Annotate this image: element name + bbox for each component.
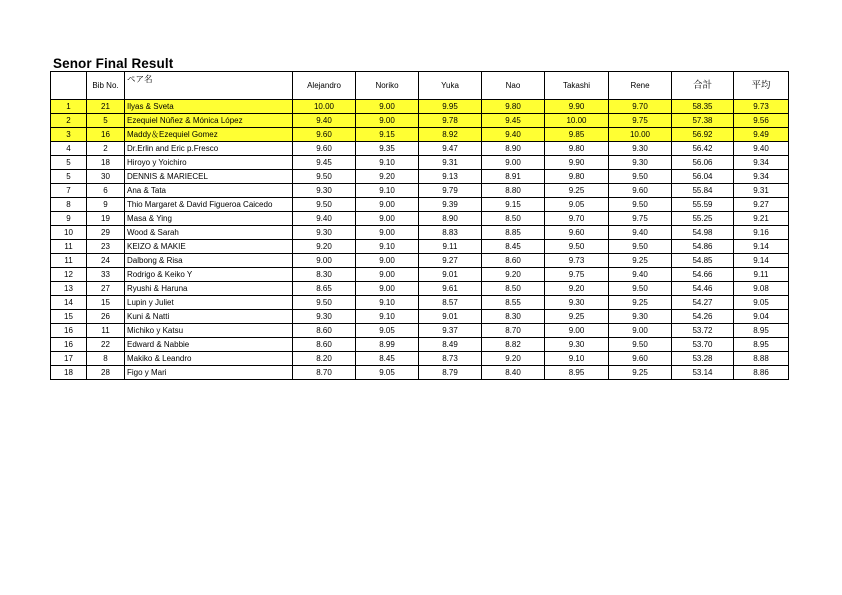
judge-header: Alejandro: [293, 72, 356, 100]
score-cell: 9.01: [419, 268, 482, 282]
pair-name-cell: Ilyas & Sveta: [125, 100, 293, 114]
score-cell: 8.55: [482, 296, 545, 310]
score-cell: 9.20: [482, 352, 545, 366]
bib-cell: 21: [87, 100, 125, 114]
score-cell: 9.13: [419, 170, 482, 184]
score-cell: 8.73: [419, 352, 482, 366]
score-cell: 9.50: [609, 198, 672, 212]
rank-cell: 9: [51, 212, 87, 226]
table-row: [51, 226, 789, 240]
score-cell: 9.10: [356, 156, 419, 170]
rank-cell: 12: [51, 268, 87, 282]
table-row: [51, 198, 789, 212]
score-cell: 9.70: [609, 100, 672, 114]
score-cell: 9.60: [609, 184, 672, 198]
rank-cell: 2: [51, 114, 87, 128]
pair-name-cell: Dr.Erlin and Eric p.Fresco: [125, 142, 293, 156]
average-cell: 9.56: [734, 114, 789, 128]
score-cell: 8.80: [482, 184, 545, 198]
table-row: [51, 310, 789, 324]
score-cell: 8.45: [482, 240, 545, 254]
average-cell: 9.11: [734, 268, 789, 282]
total-cell: 55.59: [672, 198, 734, 212]
table-row: [51, 352, 789, 366]
score-cell: 9.00: [356, 212, 419, 226]
score-cell: 9.27: [419, 254, 482, 268]
pair-name-cell: Figo y Mari: [125, 366, 293, 380]
pair-name-header: ペア名: [125, 72, 293, 100]
score-cell: 9.80: [545, 142, 609, 156]
total-cell: 54.26: [672, 310, 734, 324]
score-cell: 9.70: [545, 212, 609, 226]
score-cell: 9.00: [356, 198, 419, 212]
score-cell: 9.75: [545, 268, 609, 282]
score-cell: 8.83: [419, 226, 482, 240]
pair-name-cell: Ryushi & Haruna: [125, 282, 293, 296]
pair-name-cell: Kuni & Natti: [125, 310, 293, 324]
rank-cell: 14: [51, 296, 87, 310]
score-cell: 9.90: [545, 156, 609, 170]
average-cell: 9.73: [734, 100, 789, 114]
total-cell: 54.66: [672, 268, 734, 282]
score-cell: 9.30: [293, 226, 356, 240]
score-cell: 9.40: [293, 114, 356, 128]
score-cell: 9.00: [609, 324, 672, 338]
rank-cell: 8: [51, 198, 87, 212]
score-cell: 8.57: [419, 296, 482, 310]
pair-name-cell: Dalbong & Risa: [125, 254, 293, 268]
score-cell: 8.50: [482, 282, 545, 296]
bib-cell: 11: [87, 324, 125, 338]
score-cell: 9.20: [482, 268, 545, 282]
average-cell: 9.34: [734, 156, 789, 170]
rank-cell: 4: [51, 142, 87, 156]
score-cell: 9.95: [419, 100, 482, 114]
average-cell: 9.14: [734, 240, 789, 254]
score-cell: 8.92: [419, 128, 482, 142]
score-cell: 8.90: [482, 142, 545, 156]
score-cell: 9.01: [419, 310, 482, 324]
rank-cell: 15: [51, 310, 87, 324]
pair-name-cell: Maddy＆Ezequiel Gomez: [125, 128, 293, 142]
bib-cell: 9: [87, 198, 125, 212]
score-cell: 9.78: [419, 114, 482, 128]
score-cell: 10.00: [609, 128, 672, 142]
score-cell: 9.73: [545, 254, 609, 268]
pair-name-cell: Edward & Nabbie: [125, 338, 293, 352]
score-cell: 10.00: [545, 114, 609, 128]
total-cell: 56.92: [672, 128, 734, 142]
bib-cell: 26: [87, 310, 125, 324]
rank-cell: 7: [51, 184, 87, 198]
score-cell: 8.60: [293, 338, 356, 352]
score-cell: 9.05: [545, 198, 609, 212]
score-cell: 9.50: [293, 198, 356, 212]
header-row: [51, 72, 789, 100]
average-cell: 9.16: [734, 226, 789, 240]
score-cell: 9.75: [609, 212, 672, 226]
score-cell: 8.60: [482, 254, 545, 268]
score-cell: 8.82: [482, 338, 545, 352]
score-cell: 9.50: [609, 338, 672, 352]
average-cell: 9.31: [734, 184, 789, 198]
score-cell: 9.25: [609, 254, 672, 268]
rank-cell: 11: [51, 254, 87, 268]
results-body: [51, 100, 789, 380]
rank-cell: 5: [51, 170, 87, 184]
bib-cell: 27: [87, 282, 125, 296]
score-cell: 9.20: [293, 240, 356, 254]
total-cell: 58.35: [672, 100, 734, 114]
bib-cell: 18: [87, 156, 125, 170]
total-cell: 53.28: [672, 352, 734, 366]
score-cell: 9.30: [545, 338, 609, 352]
average-cell: 9.05: [734, 296, 789, 310]
score-cell: 9.30: [609, 156, 672, 170]
score-cell: 8.49: [419, 338, 482, 352]
pair-name-cell: Thio Margaret & David Figueroa Caicedo: [125, 198, 293, 212]
score-cell: 10.00: [293, 100, 356, 114]
score-cell: 9.30: [293, 310, 356, 324]
average-cell: 9.08: [734, 282, 789, 296]
total-cell: 54.98: [672, 226, 734, 240]
score-cell: 9.80: [482, 100, 545, 114]
score-cell: 9.45: [482, 114, 545, 128]
score-cell: 8.95: [545, 366, 609, 380]
judge-header: Noriko: [356, 72, 419, 100]
table-row: [51, 184, 789, 198]
rank-cell: 11: [51, 240, 87, 254]
score-cell: 9.30: [293, 184, 356, 198]
score-cell: 9.05: [356, 366, 419, 380]
bib-cell: 30: [87, 170, 125, 184]
average-cell: 8.95: [734, 324, 789, 338]
score-cell: 9.40: [482, 128, 545, 142]
score-cell: 9.35: [356, 142, 419, 156]
table-row: [51, 366, 789, 380]
total-cell: 54.86: [672, 240, 734, 254]
average-cell: 9.04: [734, 310, 789, 324]
score-cell: 9.40: [293, 212, 356, 226]
score-cell: 9.00: [356, 114, 419, 128]
score-cell: 9.00: [356, 226, 419, 240]
table-row: [51, 338, 789, 352]
table-row: [51, 100, 789, 114]
score-cell: 9.00: [545, 324, 609, 338]
average-cell: 8.95: [734, 338, 789, 352]
rank-cell: 10: [51, 226, 87, 240]
pair-name-cell: Rodrigo & Keiko Y: [125, 268, 293, 282]
total-cell: 54.85: [672, 254, 734, 268]
judge-header: Rene: [609, 72, 672, 100]
total-cell: 56.06: [672, 156, 734, 170]
pair-name-cell: Masa & Ying: [125, 212, 293, 226]
results-table: [50, 71, 789, 380]
bib-header: Bib No.: [87, 72, 125, 100]
rank-cell: 17: [51, 352, 87, 366]
bib-cell: 6: [87, 184, 125, 198]
pair-name-cell: Ana & Tata: [125, 184, 293, 198]
bib-cell: 24: [87, 254, 125, 268]
score-cell: 8.85: [482, 226, 545, 240]
score-cell: 9.31: [419, 156, 482, 170]
judge-header: Nao: [482, 72, 545, 100]
score-cell: 9.47: [419, 142, 482, 156]
score-cell: 8.99: [356, 338, 419, 352]
bib-cell: 5: [87, 114, 125, 128]
score-cell: 9.20: [356, 170, 419, 184]
pair-name-cell: Michiko y Katsu: [125, 324, 293, 338]
bib-cell: 8: [87, 352, 125, 366]
score-cell: 9.61: [419, 282, 482, 296]
score-cell: 9.00: [356, 282, 419, 296]
rank-cell: 13: [51, 282, 87, 296]
judge-header: Takashi: [545, 72, 609, 100]
score-cell: 9.50: [293, 296, 356, 310]
total-cell: 56.04: [672, 170, 734, 184]
score-cell: 8.20: [293, 352, 356, 366]
table-row: [51, 268, 789, 282]
total-cell: 55.84: [672, 184, 734, 198]
score-cell: 8.91: [482, 170, 545, 184]
score-cell: 8.60: [293, 324, 356, 338]
score-cell: 9.80: [545, 170, 609, 184]
score-cell: 9.60: [293, 128, 356, 142]
score-cell: 9.25: [609, 296, 672, 310]
score-cell: 8.30: [482, 310, 545, 324]
score-cell: 9.30: [609, 142, 672, 156]
total-cell: 53.72: [672, 324, 734, 338]
score-cell: 8.50: [482, 212, 545, 226]
score-cell: 9.50: [609, 240, 672, 254]
bib-cell: 28: [87, 366, 125, 380]
bib-cell: 15: [87, 296, 125, 310]
rank-cell: 18: [51, 366, 87, 380]
score-cell: 9.11: [419, 240, 482, 254]
table-row: [51, 296, 789, 310]
table-row: [51, 128, 789, 142]
table-row: [51, 254, 789, 268]
score-cell: 9.10: [356, 184, 419, 198]
table-row: [51, 324, 789, 338]
page-title: Senor Final Result: [53, 56, 174, 71]
pair-name-cell: Wood & Sarah: [125, 226, 293, 240]
rank-cell: 5: [51, 156, 87, 170]
bib-cell: 29: [87, 226, 125, 240]
bib-cell: 23: [87, 240, 125, 254]
score-cell: 9.00: [293, 254, 356, 268]
score-cell: 9.60: [609, 352, 672, 366]
score-cell: 8.65: [293, 282, 356, 296]
bib-cell: 22: [87, 338, 125, 352]
score-cell: 9.20: [545, 282, 609, 296]
average-header: 平均: [734, 72, 789, 100]
total-header: 合計: [672, 72, 734, 100]
score-cell: 9.00: [356, 268, 419, 282]
total-cell: 56.42: [672, 142, 734, 156]
average-cell: 9.21: [734, 212, 789, 226]
score-cell: 9.00: [356, 100, 419, 114]
bib-cell: 19: [87, 212, 125, 226]
average-cell: 9.49: [734, 128, 789, 142]
score-cell: 9.85: [545, 128, 609, 142]
average-cell: 9.14: [734, 254, 789, 268]
score-cell: 9.00: [356, 254, 419, 268]
score-cell: 9.25: [609, 366, 672, 380]
score-cell: 9.45: [293, 156, 356, 170]
score-cell: 9.39: [419, 198, 482, 212]
rank-cell: 16: [51, 324, 87, 338]
score-cell: 9.30: [545, 296, 609, 310]
score-cell: 9.15: [482, 198, 545, 212]
table-row: [51, 282, 789, 296]
average-cell: 9.34: [734, 170, 789, 184]
average-cell: 9.27: [734, 198, 789, 212]
rank-cell: 1: [51, 100, 87, 114]
score-cell: 9.10: [356, 310, 419, 324]
score-cell: 9.10: [356, 296, 419, 310]
table-row: [51, 156, 789, 170]
score-cell: 9.40: [609, 226, 672, 240]
rank-cell: 3: [51, 128, 87, 142]
total-cell: 53.70: [672, 338, 734, 352]
score-cell: 8.40: [482, 366, 545, 380]
average-cell: 8.88: [734, 352, 789, 366]
average-cell: 8.86: [734, 366, 789, 380]
score-cell: 8.79: [419, 366, 482, 380]
score-cell: 9.00: [482, 156, 545, 170]
pair-name-cell: KEIZO & MAKIE: [125, 240, 293, 254]
score-cell: 9.60: [293, 142, 356, 156]
pair-name-cell: DENNIS & MARIECEL: [125, 170, 293, 184]
total-cell: 55.25: [672, 212, 734, 226]
score-cell: 8.30: [293, 268, 356, 282]
score-cell: 9.90: [545, 100, 609, 114]
pair-name-cell: Makiko & Leandro: [125, 352, 293, 366]
score-cell: 9.10: [356, 240, 419, 254]
table-row: [51, 142, 789, 156]
table-row: [51, 212, 789, 226]
score-cell: 8.45: [356, 352, 419, 366]
rank-header: [51, 72, 87, 100]
total-cell: 57.38: [672, 114, 734, 128]
score-cell: 9.60: [545, 226, 609, 240]
score-cell: 9.40: [609, 268, 672, 282]
score-cell: 9.25: [545, 184, 609, 198]
bib-cell: 2: [87, 142, 125, 156]
score-cell: 8.70: [482, 324, 545, 338]
score-cell: 9.30: [609, 310, 672, 324]
total-cell: 54.46: [672, 282, 734, 296]
score-cell: 9.37: [419, 324, 482, 338]
score-cell: 9.75: [609, 114, 672, 128]
score-cell: 9.79: [419, 184, 482, 198]
score-cell: 9.05: [356, 324, 419, 338]
judge-header: Yuka: [419, 72, 482, 100]
score-cell: 9.50: [293, 170, 356, 184]
total-cell: 54.27: [672, 296, 734, 310]
average-cell: 9.40: [734, 142, 789, 156]
table-row: [51, 240, 789, 254]
pair-name-cell: Ezequiel Núñez & Mónica López: [125, 114, 293, 128]
bib-cell: 16: [87, 128, 125, 142]
score-cell: 8.90: [419, 212, 482, 226]
pair-name-cell: Lupin y Juliet: [125, 296, 293, 310]
score-cell: 8.70: [293, 366, 356, 380]
pair-name-cell: Hiroyo y Yoichiro: [125, 156, 293, 170]
rank-cell: 16: [51, 338, 87, 352]
score-cell: 9.50: [609, 170, 672, 184]
table-row: [51, 170, 789, 184]
score-cell: 9.50: [609, 282, 672, 296]
score-cell: 9.15: [356, 128, 419, 142]
table-row: [51, 114, 789, 128]
score-cell: 9.25: [545, 310, 609, 324]
total-cell: 53.14: [672, 366, 734, 380]
score-cell: 9.10: [545, 352, 609, 366]
score-cell: 9.50: [545, 240, 609, 254]
bib-cell: 33: [87, 268, 125, 282]
